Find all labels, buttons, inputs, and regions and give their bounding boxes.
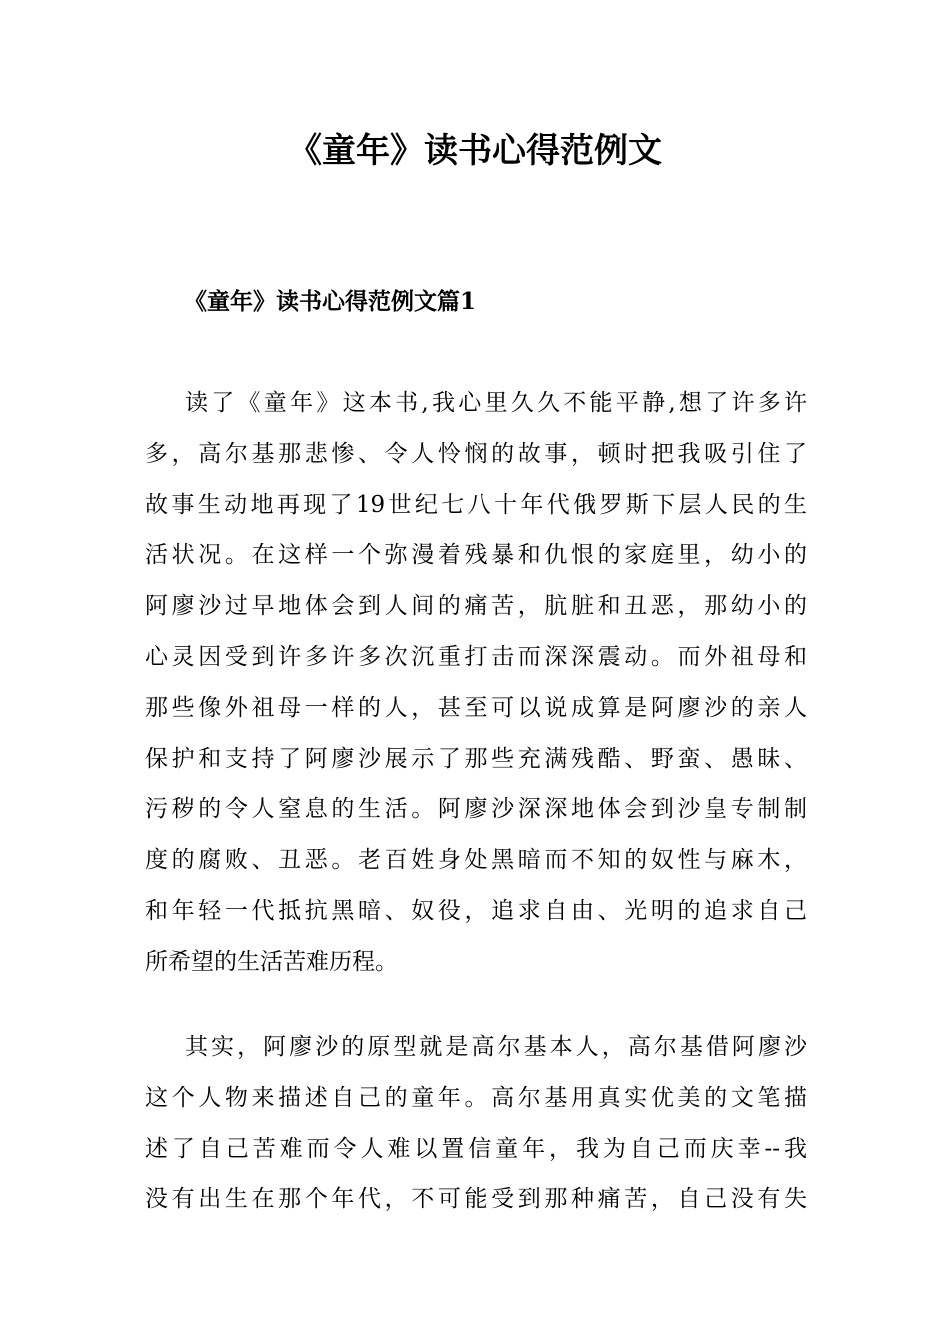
paragraph-line: 阿廖沙过早地体会到人间的痛苦，肮脏和丑恶，那幼小的	[145, 593, 807, 620]
paragraph-line: 故事生动地再现了19世纪七八十年代俄罗斯下层人民的生	[145, 491, 807, 518]
paragraph-line: 保护和支持了阿廖沙展示了那些充满残酷、野蛮、愚昧、	[145, 745, 807, 772]
paragraph-line: 所希望的生活苦难历程。	[145, 948, 398, 975]
paragraph-line: 那些像外祖母一样的人，甚至可以说成算是阿廖沙的亲人	[145, 694, 807, 721]
paragraph-line: 心灵因受到许多许多次沉重打击而深深震动。而外祖母和	[145, 643, 807, 670]
paragraph-line: 和年轻一代抵抗黑暗、奴役，追求自由、光明的追求自己	[145, 897, 807, 924]
paragraph-line: 污秽的令人窒息的生活。阿廖沙深深地体会到沙皇专制制	[145, 796, 807, 823]
paragraph-line: 其实，阿廖沙的原型就是高尔基本人，高尔基借阿廖沙	[185, 1034, 807, 1060]
document-title: 《童年》读书心得范例文	[288, 131, 662, 171]
paragraph-line: 述了自己苦难而令人难以置信童年，我为自己而庆幸--我	[145, 1135, 807, 1162]
paragraph-1	[145, 378, 807, 988]
paragraph-line: 度的腐败、丑恶。老百姓身处黑暗而不知的奴性与麻木，	[145, 847, 807, 874]
paragraph-line: 活状况。在这样一个弥漫着残暴和仇恨的家庭里，幼小的	[145, 542, 807, 569]
paragraph-line: 没有出生在那个年代，不可能受到那种痛苦，自己没有失	[145, 1186, 807, 1213]
paragraph-2	[145, 1022, 807, 1225]
paragraph-line: 多，高尔基那悲惨、令人怜悯的故事，顿时把我吸引住了	[145, 440, 807, 467]
paragraph-line: 读了《童年》这本书,我心里久久不能平静,想了许多许	[185, 390, 807, 416]
paragraph-line: 这个人物来描述自己的童年。高尔基用真实优美的文笔描	[145, 1084, 807, 1111]
section-heading: 《童年》读书心得范例文篇1	[184, 288, 477, 315]
